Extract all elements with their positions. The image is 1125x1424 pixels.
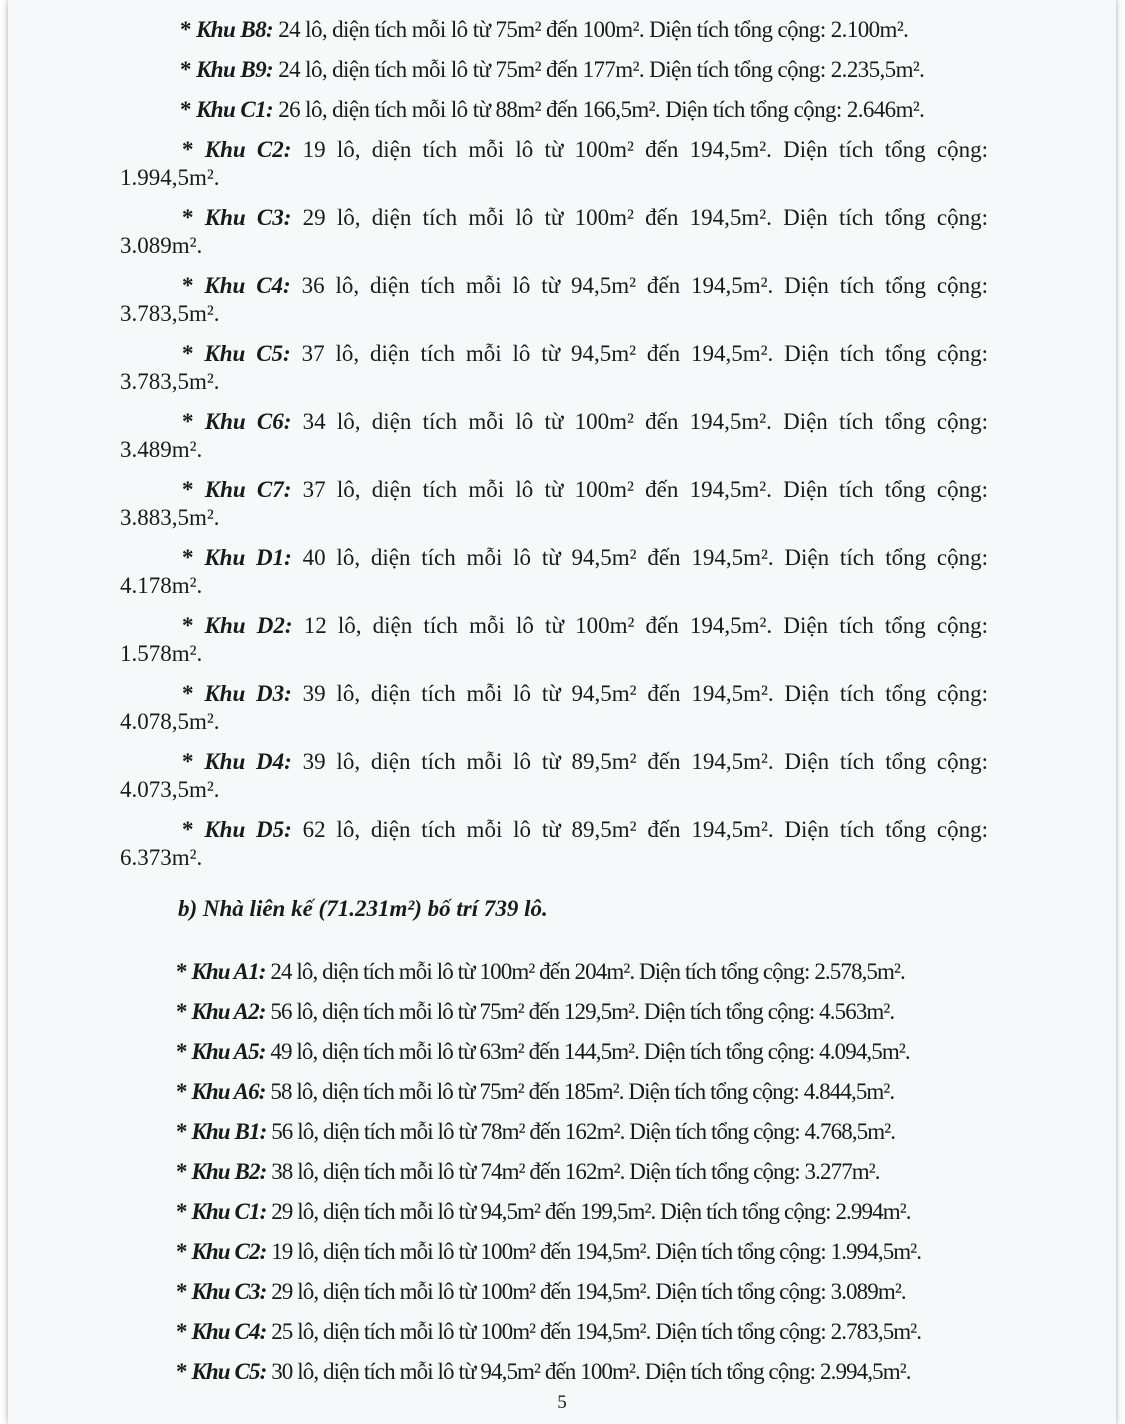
section-b-list xyxy=(120,958,988,1398)
entry-b-a6: * Khu A6: 58 lô, diện tích mỗi lô từ 75m² đến 185m². Diện tích tổng cộng: 4.844,5m². xyxy=(176,1079,895,1104)
entry-b-c1: * Khu C1: 29 lô, diện tích mỗi lô từ 94,5m² đến 199,5m². Diện tích tổng cộng: 2.994m². xyxy=(176,1199,911,1224)
section-b-heading: b) Nhà liên kế (71.231m²) bố trí 739 lô. xyxy=(178,896,548,921)
entry-a-c5: * Khu C5: 37 lô, diện tích mỗi lô từ 94,5m² đến 194,5m². Diện tích tổng cộng: 3.783,5m². xyxy=(120,341,989,394)
entry-a-b9: * Khu B9: 24 lô, diện tích mỗi lô từ 75m² đến 177m². Diện tích tổng cộng: 2.235,5m². xyxy=(180,57,925,82)
entry-a-c1: * Khu C1: 26 lô, diện tích mỗi lô từ 88m² đến 166,5m². Diện tích tổng cộng: 2.646m². xyxy=(180,97,925,122)
entry-b-c3: * Khu C3: 29 lô, diện tích mỗi lô từ 100m² đến 194,5m². Diện tích tổng cộng: 3.089m². xyxy=(176,1279,906,1304)
entry-b-b2: * Khu B2: 38 lô, diện tích mỗi lô từ 74m² đến 162m². Diện tích tổng cộng: 3.277m². xyxy=(176,1159,880,1184)
entry-b-a1: * Khu A1: 24 lô, diện tích mỗi lô từ 100m² đến 204m². Diện tích tổng cộng: 2.578,5m². xyxy=(176,959,905,984)
entry-a-d2: * Khu D2: 12 lô, diện tích mỗi lô từ 100m² đến 194,5m². Diện tích tổng cộng: 1.578m². xyxy=(120,613,989,666)
entry-a-d4: * Khu D4: 39 lô, diện tích mỗi lô từ 89,5m² đến 194,5m². Diện tích tổng cộng: 4.073,5m². xyxy=(120,749,989,802)
entry-b-c2: * Khu C2: 19 lô, diện tích mỗi lô từ 100m² đến 194,5m². Diện tích tổng cộng: 1.994,5m². xyxy=(176,1239,922,1264)
entry-a-d1: * Khu D1: 40 lô, diện tích mỗi lô từ 94,5m² đến 194,5m². Diện tích tổng cộng: 4.178m². xyxy=(120,545,989,598)
entry-b-c4: * Khu C4: 25 lô, diện tích mỗi lô từ 100m² đến 194,5m². Diện tích tổng cộng: 2.783,5m². xyxy=(176,1319,922,1344)
entry-b-a5: * Khu A5: 49 lô, diện tích mỗi lô từ 63m² đến 144,5m². Diện tích tổng cộng: 4.094,5m². xyxy=(176,1039,910,1064)
page-content xyxy=(120,16,988,1398)
entry-a-c2: * Khu C2: 19 lô, diện tích mỗi lô từ 100m² đến 194,5m². Diện tích tổng cộng: 1.994,5m². xyxy=(120,137,989,190)
entry-a-d5: * Khu D5: 62 lô, diện tích mỗi lô từ 89,5m² đến 194,5m². Diện tích tổng cộng: 6.373m². xyxy=(120,817,989,870)
entry-a-c7: * Khu C7: 37 lô, diện tích mỗi lô từ 100m² đến 194,5m². Diện tích tổng cộng: 3.883,5m². xyxy=(120,477,989,530)
entry-b-b1: * Khu B1: 56 lô, diện tích mỗi lô từ 78m² đến 162m². Diện tích tổng cộng: 4.768,5m². xyxy=(176,1119,896,1144)
entry-b-c5: * Khu C5: 30 lô, diện tích mỗi lô từ 94,5m² đến 100m². Diện tích tổng cộng: 2.994,5m². xyxy=(176,1359,911,1384)
entry-a-d3: * Khu D3: 39 lô, diện tích mỗi lô từ 94,5m² đến 194,5m². Diện tích tổng cộng: 4.078,5m². xyxy=(120,681,989,734)
page-number: 5 xyxy=(557,1392,567,1413)
entry-a-c3: * Khu C3: 29 lô, diện tích mỗi lô từ 100m² đến 194,5m². Diện tích tổng cộng: 3.089m². xyxy=(120,205,989,258)
entry-a-c4: * Khu C4: 36 lô, diện tích mỗi lô từ 94,5m² đến 194,5m². Diện tích tổng cộng: 3.783,5m². xyxy=(120,273,989,326)
section-a-list xyxy=(120,16,988,872)
entry-b-a2: * Khu A2: 56 lô, diện tích mỗi lô từ 75m² đến 129,5m². Diện tích tổng cộng: 4.563m². xyxy=(176,999,895,1024)
entry-a-c6: * Khu C6: 34 lô, diện tích mỗi lô từ 100m² đến 194,5m². Diện tích tổng cộng: 3.489m². xyxy=(120,409,989,462)
document-page xyxy=(8,0,1116,1424)
entry-a-b8: * Khu B8: 24 lô, diện tích mỗi lô từ 75m² đến 100m². Diện tích tổng cộng: 2.100m². xyxy=(180,17,909,42)
